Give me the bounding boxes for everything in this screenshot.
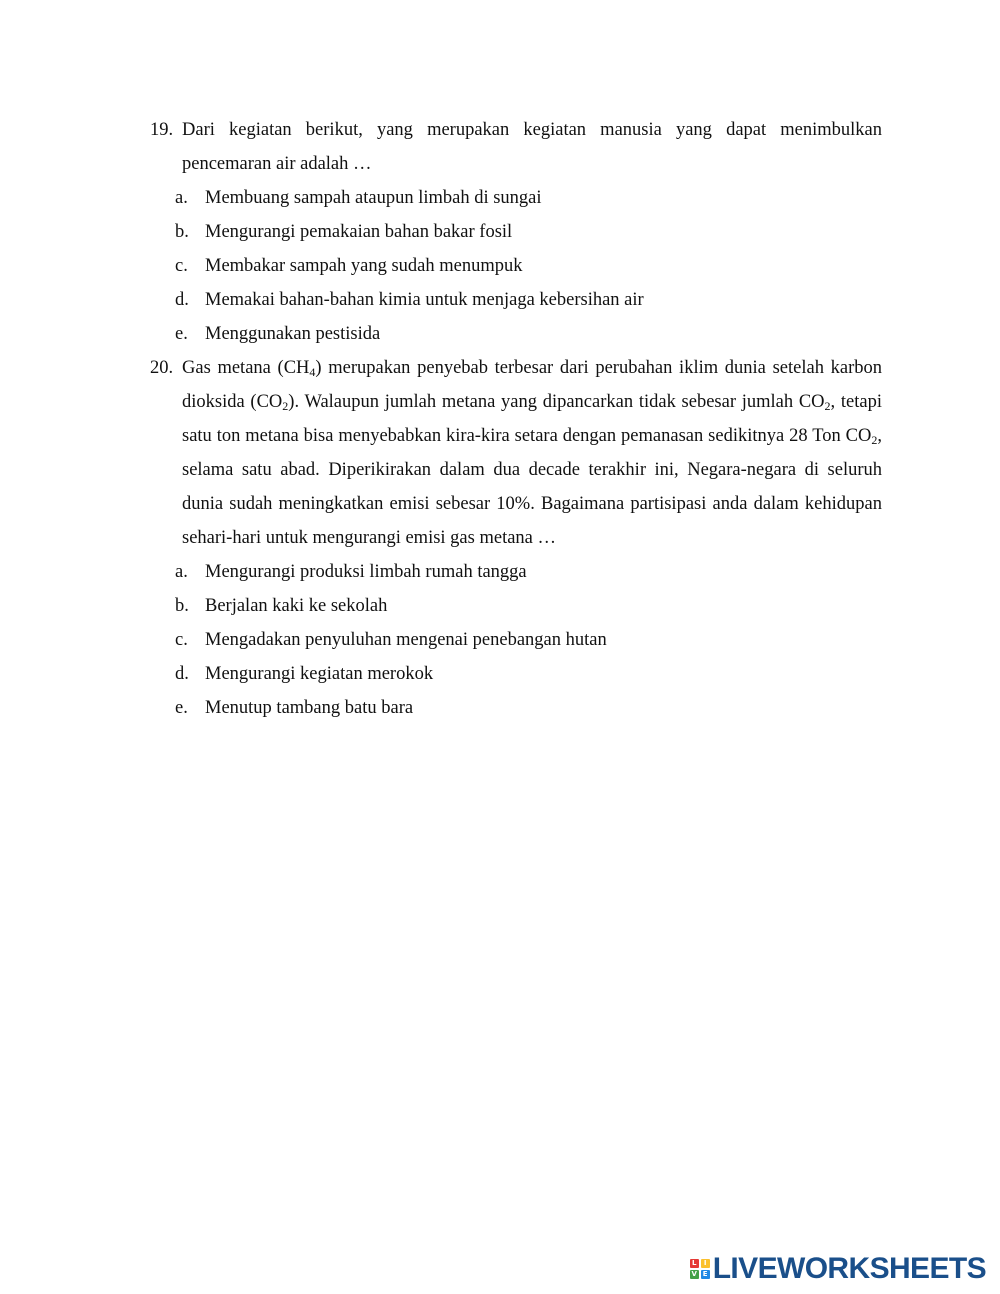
question-text-part: , selama satu abad. Diperikirakan dalam dua decade terakhir ini, Negara-negara di seluruh dunia sudah meningkatkan emisi sebesar 10%. Bagaimana partisipasi anda dalam kehidupan sehari-hari untuk mengurangi emisi gas metana …: [182, 426, 882, 548]
option-b[interactable]: [175, 589, 882, 623]
question-text-part: Gas metana (CH: [182, 358, 310, 378]
subscript: 2: [282, 399, 289, 413]
logo-block-v: V: [691, 1270, 697, 1278]
option-text: Memakai bahan-bahan kimia untuk menjaga kebersihan air: [205, 290, 644, 310]
question-text-part: , tetapi satu ton metana bisa menyebabkan kira-kira setara dengan pemanasan sedikitnya 28 Ton CO: [182, 392, 882, 446]
option-e[interactable]: [175, 317, 882, 351]
question-list: [150, 113, 882, 725]
option-c[interactable]: [175, 623, 882, 657]
logo-block-i: I: [701, 1259, 710, 1268]
option-a[interactable]: [175, 181, 882, 215]
subscript: 2: [871, 433, 878, 447]
question-text: [182, 351, 882, 555]
option-label: d.: [175, 664, 189, 684]
option-label: e.: [175, 698, 188, 718]
option-label: c.: [175, 256, 188, 276]
subscript: 4: [309, 365, 316, 379]
option-label: a.: [175, 188, 188, 208]
option-label: c.: [175, 630, 188, 650]
question-19-options: [150, 181, 882, 351]
option-label: d.: [175, 290, 189, 310]
option-label: b.: [175, 596, 189, 616]
option-d[interactable]: [175, 283, 882, 317]
option-text: Mengurangi produksi limbah rumah tangga: [205, 562, 527, 582]
option-text: Menggunakan pestisida: [205, 324, 381, 344]
option-text: Mengadakan penyuluhan mengenai penebangan hutan: [205, 630, 607, 650]
question-text: Dari kegiatan berikut, yang merupakan kegiatan manusia yang dapat menimbulkan pencemaran air adalah …: [182, 120, 882, 174]
logo-wordmark: LIVEWORKSHEETS: [712, 1252, 986, 1285]
option-text: Mengurangi pemakaian bahan bakar fosil: [205, 222, 513, 242]
logo-block-e: E: [701, 1270, 710, 1279]
option-text: Mengurangi kegiatan merokok: [205, 664, 434, 684]
live-blocks-icon: [690, 1259, 710, 1279]
option-label: e.: [175, 324, 188, 344]
question-number: 20.: [150, 358, 174, 378]
option-text: Menutup tambang batu bara: [205, 698, 414, 718]
subscript: 2: [824, 399, 831, 413]
option-d[interactable]: [175, 657, 882, 691]
question-20: [150, 351, 882, 555]
option-text: Membakar sampah yang sudah menumpuk: [205, 256, 523, 276]
option-c[interactable]: [175, 249, 882, 283]
option-b[interactable]: [175, 215, 882, 249]
option-label: b.: [175, 222, 189, 242]
question-text-part: ). Walaupun jumlah metana yang dipancarkan tidak sebesar jumlah CO: [288, 392, 825, 412]
question-number: 19.: [150, 120, 174, 140]
option-text: Berjalan kaki ke sekolah: [205, 596, 388, 616]
option-label: a.: [175, 562, 188, 582]
liveworksheets-logo: [690, 1252, 986, 1286]
question-text-part: ) merupakan penyebab terbesar dari perubahan iklim dunia setelah karbon dioksida (CO: [182, 358, 882, 412]
option-e[interactable]: [175, 691, 882, 725]
option-a[interactable]: [175, 555, 882, 589]
logo-block-l: L: [690, 1259, 699, 1268]
question-20-options: [150, 555, 882, 725]
option-text: Membuang sampah ataupun limbah di sungai: [205, 188, 542, 208]
question-19: [150, 113, 882, 181]
